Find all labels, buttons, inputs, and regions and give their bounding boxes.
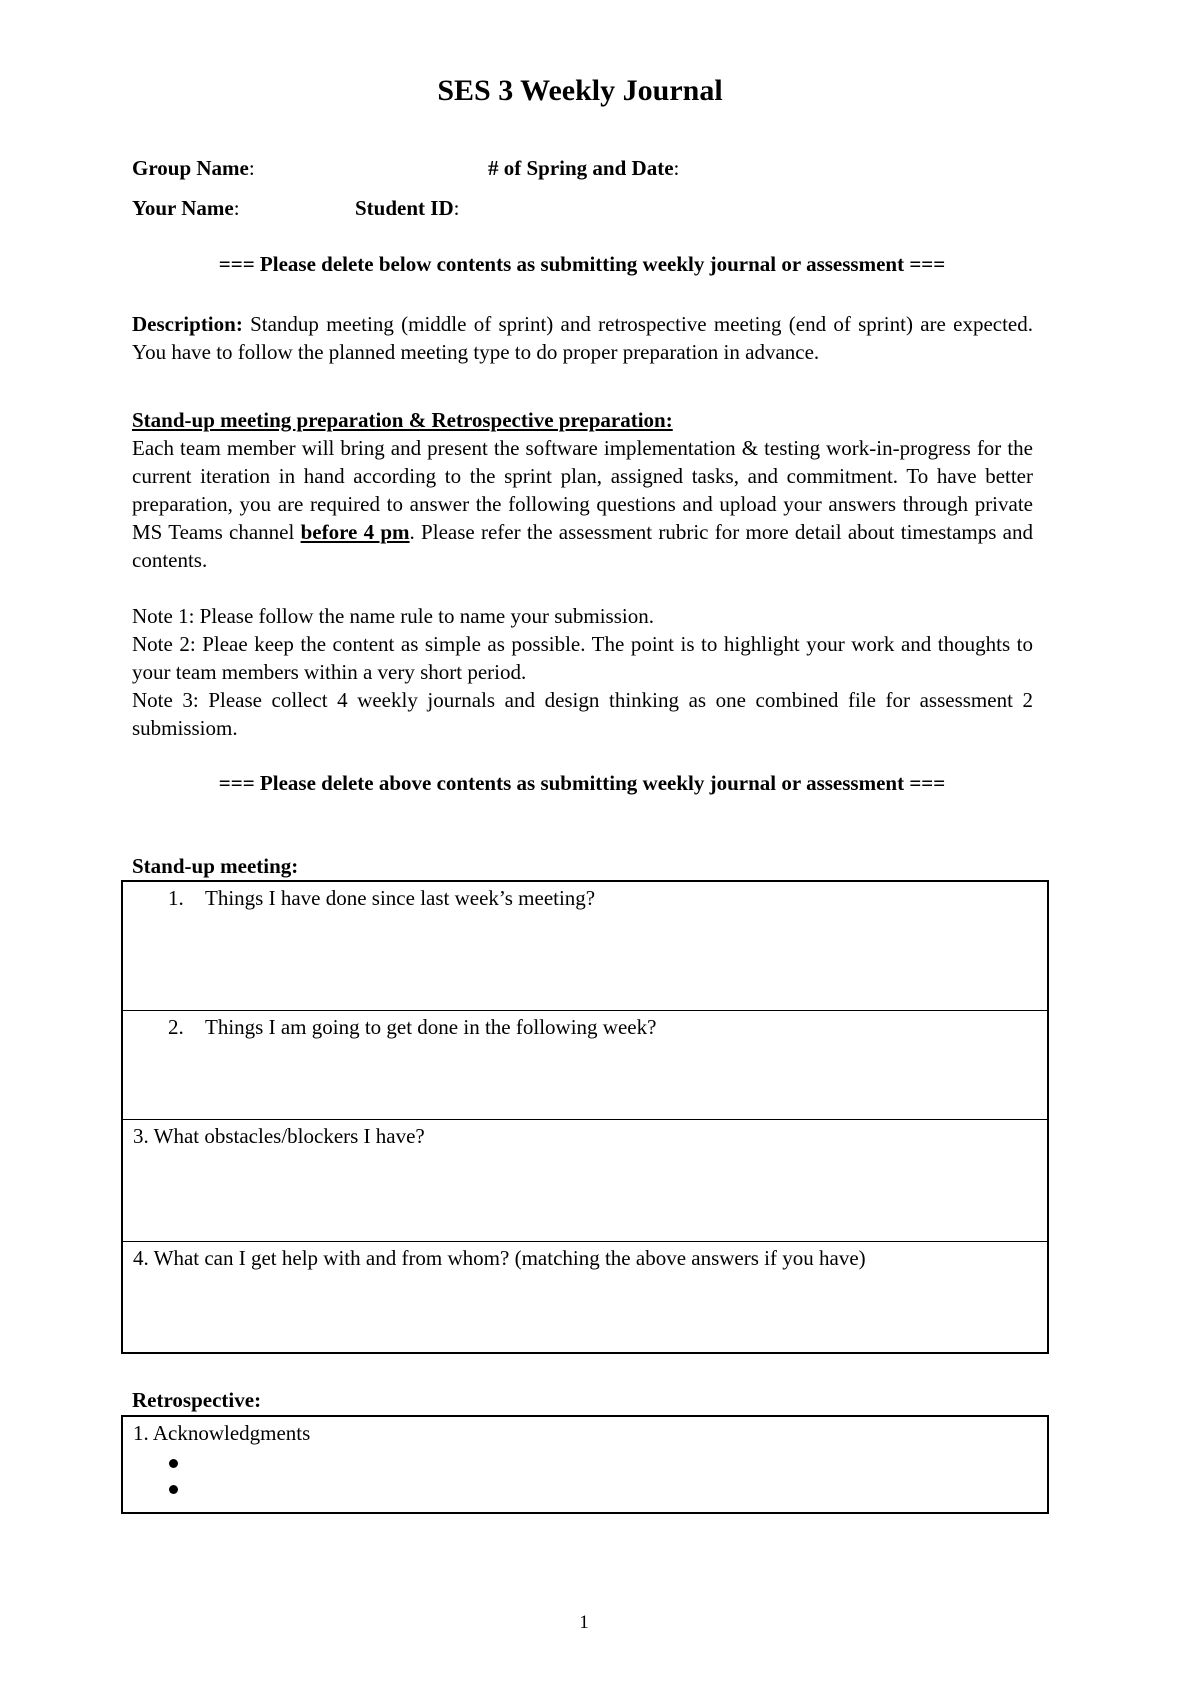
document-title: SES 3 Weekly Journal: [437, 74, 723, 107]
note-3: Note 3: Please collect 4 weekly journals and design thinking as one combined file for assessment 2 submissiom.: [132, 688, 1033, 740]
question-1-number: 1.: [168, 886, 184, 910]
standup-question-2-cell[interactable]: [123, 1011, 1047, 1120]
student-id-field: Student ID:: [355, 196, 460, 220]
note-2: Note 2: Pleae keep the content as simple as possible. The point is to highlight your work and thoughts to your team members within a very short period.: [132, 632, 1033, 684]
your-name-label: Your Name: [132, 196, 234, 220]
deadline-text: before 4 pm: [300, 520, 410, 544]
retrospective-table[interactable]: [121, 1415, 1049, 1514]
description-paragraph: [132, 310, 1033, 366]
standup-question-4-cell[interactable]: [123, 1242, 1047, 1352]
note-1: Note 1: Please follow the name rule to name your submission.: [132, 604, 654, 628]
retrospective-heading: Retrospective:: [132, 1388, 262, 1412]
question-4-text: 4. What can I get help with and from whom? (matching the above answers if you have): [133, 1246, 866, 1270]
spring-date-label: # of Spring and Date: [488, 156, 674, 180]
description-text: Standup meeting (middle of sprint) and retrospective meeting (end of sprint) are expected. You have to follow the planned meeting type to do proper preparation in advance.: [132, 312, 1033, 364]
group-name-label: Group Name: [132, 156, 249, 180]
question-2-text: Things I am going to get done in the following week?: [205, 1015, 657, 1039]
standup-table: [121, 880, 1049, 1354]
notes-block: [132, 602, 1033, 742]
bullet-icon: [169, 1485, 178, 1494]
standup-question-1-cell[interactable]: [123, 882, 1047, 1011]
description-label: Description:: [132, 312, 243, 336]
acknowledgments-label: 1. Acknowledgments: [133, 1421, 311, 1445]
group-name-field: Group Name:: [132, 156, 255, 180]
question-1-text: Things I have done since last week’s meeting?: [205, 886, 596, 910]
question-3-text: 3. What obstacles/blockers I have?: [133, 1124, 425, 1148]
standup-question-3-cell[interactable]: [123, 1120, 1047, 1242]
your-name-field: Your Name:: [132, 196, 240, 220]
preparation-heading: Stand-up meeting preparation & Retrospective preparation:: [132, 408, 673, 432]
page-number: 1: [579, 1612, 589, 1633]
preparation-paragraph: Each team member will bring and present the software implementation & testing work-in-progress for the current iteration in hand according to the sprint plan, assigned tasks, and commitment. To have better preparation, you are required to answer the following questions and upload your answers through private MS Teams channel before 4 pm. Please refer the assessment rubric for more detail about timestamps and contents.: [132, 436, 1033, 572]
delete-above-note: === Please delete above contents as submitting weekly journal or assessment ===: [218, 771, 946, 795]
delete-below-note: === Please delete below contents as submitting weekly journal or assessment ===: [218, 252, 946, 276]
question-2-number: 2.: [168, 1015, 184, 1039]
student-id-label: Student ID: [355, 196, 454, 220]
standup-heading: Stand-up meeting:: [132, 854, 299, 878]
bullet-icon: [169, 1459, 178, 1468]
spring-date-field: # of Spring and Date:: [488, 156, 680, 180]
